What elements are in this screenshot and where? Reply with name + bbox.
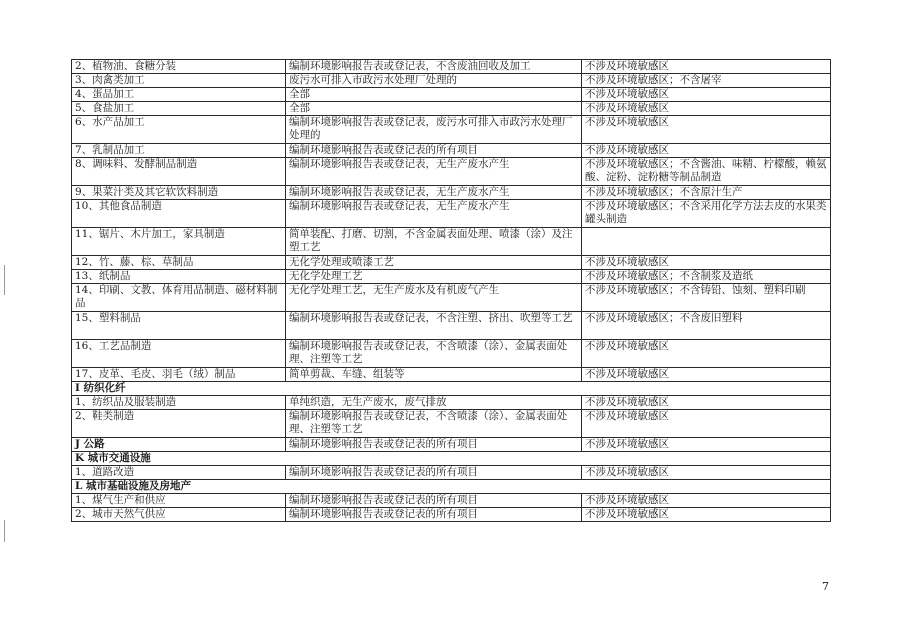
location-cell: 不涉及环境敏感区；不含铸铅、蚀刻、塑料印刷 (582, 284, 831, 312)
location-cell: 不涉及环境敏感区；不含制浆及造纸 (582, 270, 831, 284)
table-row (72, 116, 831, 144)
industry-cell: 2、鞋类制造 (72, 410, 286, 438)
industry-cell: 14、印刷、文教、体育用品制造、磁材料制品 (72, 284, 286, 312)
table-row (72, 200, 831, 228)
section-title: K 城市交通设施 (72, 452, 831, 466)
condition-cell: 编制环境影响报告表或登记表的所有项目 (286, 494, 582, 508)
table-row (72, 60, 831, 74)
location-cell: 不涉及环境敏感区；不含酱油、味精、柠檬酸，赖氨酸、淀粉、淀粉糖等制品制造 (582, 158, 831, 186)
location-cell: 不涉及环境敏感区 (582, 368, 831, 382)
industry-cell: 3、肉禽类加工 (72, 74, 286, 88)
condition-cell: 编制环境影响报告表或登记表，无生产废水产生 (286, 200, 582, 228)
table-row (72, 256, 831, 270)
table-row (72, 74, 831, 88)
table-row (72, 340, 831, 368)
location-cell: 不涉及环境敏感区 (582, 410, 831, 438)
location-cell: 不涉及环境敏感区 (582, 508, 831, 522)
location-cell: 不涉及环境敏感区 (582, 340, 831, 368)
table-row (72, 438, 831, 452)
industry-cell: 15、塑料制品 (72, 312, 286, 340)
condition-cell: 废污水可排入市政污水处理厂处理的 (286, 74, 582, 88)
table-body (72, 60, 831, 522)
location-cell: 不涉及环境敏感区 (582, 88, 831, 102)
page-number: 7 (822, 580, 829, 593)
industry-cell: 10、其他食品制造 (72, 200, 286, 228)
location-cell: 不涉及环境敏感区 (582, 494, 831, 508)
condition-cell: 编制环境影响报告表或登记表，不含喷漆（涂）、金属表面处理、注塑等工艺 (286, 340, 582, 368)
industry-cell: 1、道路改造 (72, 466, 286, 480)
industry-cell: 7、乳制品加工 (72, 144, 286, 158)
industry-cell: 11、锯片、木片加工，家具制造 (72, 228, 286, 256)
condition-cell: 编制环境影响报告表或登记表，不含注塑、挤出、吹塑等工艺 (286, 312, 582, 340)
condition-cell: 单纯织造，无生产废水，废气排放 (286, 396, 582, 410)
condition-cell: 编制环境影响报告表或登记表的所有项目 (286, 466, 582, 480)
table-row (72, 410, 831, 438)
section-title: I 纺织化纤 (72, 382, 831, 396)
table-row (72, 158, 831, 186)
condition-cell: 简单装配、打磨、切割，不含金属表面处理、喷漆（涂）及注塑工艺 (286, 228, 582, 256)
condition-cell: 编制环境影响报告表或登记表，无生产废水产生 (286, 158, 582, 186)
table-row (72, 270, 831, 284)
condition-cell: 无化学处理工艺，无生产废水及有机废气产生 (286, 284, 582, 312)
condition-cell: 简单剪裁、车缝、组装等 (286, 368, 582, 382)
location-cell: 不涉及环境敏感区 (582, 438, 831, 452)
condition-cell: 编制环境影响报告表或登记表，废污水可排入市政污水处理厂处理的 (286, 116, 582, 144)
condition-cell: 编制环境影响报告表或登记表，无生产废水产生 (286, 186, 582, 200)
condition-cell: 全部 (286, 88, 582, 102)
table-row (72, 144, 831, 158)
industry-cell: 16、工艺品制造 (72, 340, 286, 368)
scan-edge-mark (4, 520, 5, 542)
table-row (72, 396, 831, 410)
location-cell: 不涉及环境敏感区 (582, 144, 831, 158)
table-row (72, 228, 831, 256)
location-cell: 不涉及环境敏感区；不含废旧塑料 (582, 312, 831, 340)
section-header-row (72, 480, 831, 494)
industry-cell: 5、食盐加工 (72, 102, 286, 116)
section-header-row (72, 382, 831, 396)
location-cell: 不涉及环境敏感区 (582, 396, 831, 410)
table-row (72, 284, 831, 312)
location-cell: 不涉及环境敏感区 (582, 466, 831, 480)
industry-cell: 6、水产品加工 (72, 116, 286, 144)
table-row (72, 508, 831, 522)
location-cell (582, 228, 831, 256)
location-cell: 不涉及环境敏感区 (582, 116, 831, 144)
condition-cell: 编制环境影响报告表或登记表的所有项目 (286, 144, 582, 158)
condition-cell: 全部 (286, 102, 582, 116)
location-cell: 不涉及环境敏感区；不含采用化学方法去皮的水果类罐头制造 (582, 200, 831, 228)
location-cell: 不涉及环境敏感区；不含原汁生产 (582, 186, 831, 200)
industry-cell: 8、调味料、发酵制品制造 (72, 158, 286, 186)
location-cell: 不涉及环境敏感区 (582, 256, 831, 270)
industry-cell: 2、城市天然气供应 (72, 508, 286, 522)
table-row (72, 494, 831, 508)
location-cell: 不涉及环境敏感区 (582, 60, 831, 74)
location-cell: 不涉及环境敏感区；不含屠宰 (582, 74, 831, 88)
industry-cell: 4、蛋品加工 (72, 88, 286, 102)
scan-edge-mark (4, 265, 5, 295)
location-cell: 不涉及环境敏感区 (582, 102, 831, 116)
section-header-row (72, 452, 831, 466)
table-row (72, 88, 831, 102)
eia-category-table (71, 59, 831, 522)
section-title: L 城市基础设施及房地产 (72, 480, 831, 494)
condition-cell: 无化学处理工艺 (286, 270, 582, 284)
industry-cell: 1、煤气生产和供应 (72, 494, 286, 508)
condition-cell: 编制环境影响报告表或登记表的所有项目 (286, 508, 582, 522)
condition-cell: 编制环境影响报告表或登记表，不含喷漆（涂）、金属表面处理、注塑等工艺 (286, 410, 582, 438)
industry-cell: 12、竹、藤、棕、草制品 (72, 256, 286, 270)
table-row (72, 102, 831, 116)
table-row (72, 368, 831, 382)
industry-cell: 17、皮革、毛皮、羽毛（绒）制品 (72, 368, 286, 382)
table-row (72, 186, 831, 200)
industry-cell: 2、植物油、食糖分装 (72, 60, 286, 74)
industry-cell: 9、果菜汁类及其它软饮料制造 (72, 186, 286, 200)
industry-cell: 1、纺织品及服装制造 (72, 396, 286, 410)
industry-cell: 13、纸制品 (72, 270, 286, 284)
condition-cell: 无化学处理或喷漆工艺 (286, 256, 582, 270)
industry-cell: J 公路 (72, 438, 286, 452)
table-row (72, 466, 831, 480)
table-row (72, 312, 831, 340)
condition-cell: 编制环境影响报告表或登记表的所有项目 (286, 438, 582, 452)
condition-cell: 编制环境影响报告表或登记表，不含废油回收及加工 (286, 60, 582, 74)
